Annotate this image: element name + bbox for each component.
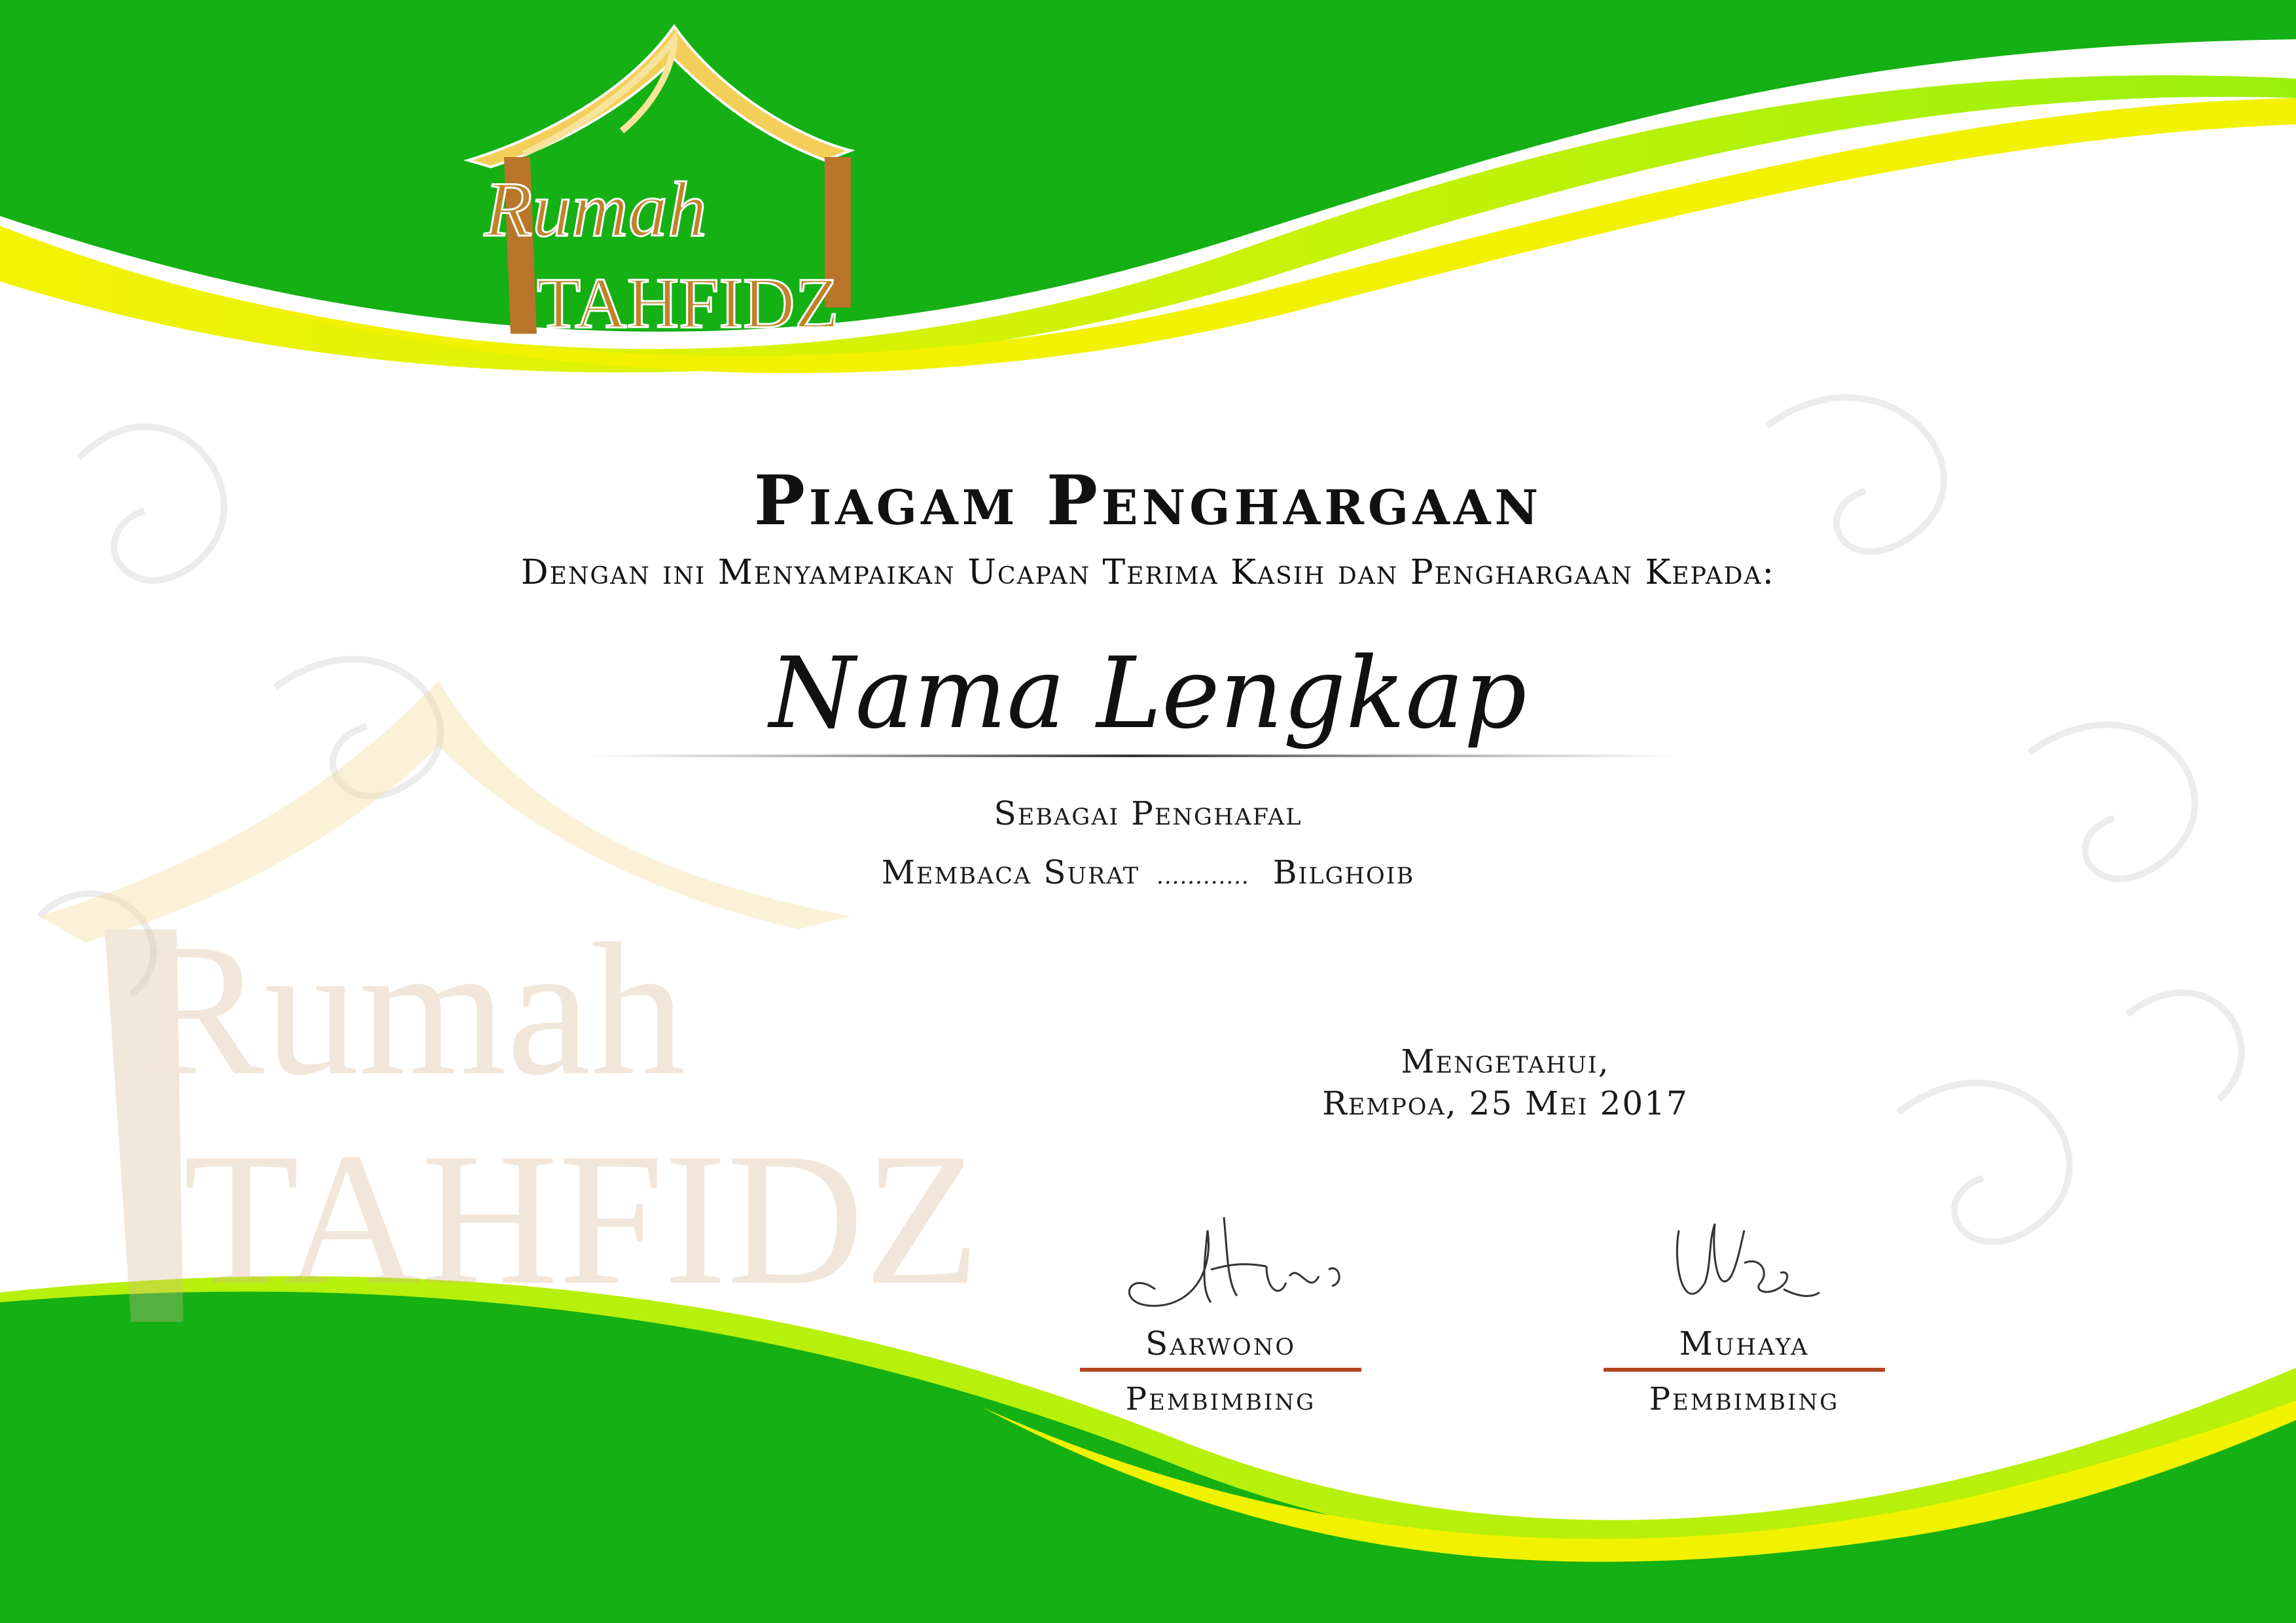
signatory-1-position: Pembimbing <box>1125 1381 1316 1418</box>
signature-1-line <box>1080 1368 1361 1372</box>
recite-suffix: Bilghoib <box>1272 853 1415 891</box>
certificate-title: Piagam Penghargaan <box>753 460 1543 541</box>
recitation-line <box>0 851 2296 898</box>
signatory-2-name: Muhaya <box>1679 1325 1810 1363</box>
logo-roof-icon <box>468 26 851 167</box>
certificate-subtitle: Dengan ini Menyampaikan Ucapan Terima Kasih dan Penghargaan Kepada: <box>521 553 1775 592</box>
acknowledgement-block <box>1244 1041 1767 1124</box>
watermark-logo <box>26 668 1086 1335</box>
signatory-1-name: Sarwono <box>1145 1325 1297 1363</box>
recipient-name: Nama Lengkap <box>769 637 1527 751</box>
place-date: Rempoa, 25 Mei 2017 <box>1322 1084 1689 1122</box>
signature-1-image <box>1070 1191 1371 1322</box>
logo-text-rumah: Rumah <box>484 166 707 253</box>
signature-2-line <box>1604 1368 1885 1372</box>
name-underline <box>589 749 1676 762</box>
achievement-role: Sebagai Penghafal <box>994 794 1302 832</box>
logo-text-tahfidz: TAHFIDZ <box>537 263 839 334</box>
watermark-text-tahfidz: TAHFIDZ <box>183 1114 980 1324</box>
signature-2-image <box>1594 1191 1895 1322</box>
signatory-2 <box>1594 1191 1895 1419</box>
signatory-2-position: Pembimbing <box>1649 1381 1840 1418</box>
acknowledgement-label: Mengetahui, <box>1401 1043 1610 1080</box>
recite-blank: ............ <box>1157 863 1249 889</box>
watermark-text-rumah: Rumah <box>137 904 686 1115</box>
logo <box>458 20 956 334</box>
recite-label: Membaca Surat <box>881 853 1140 891</box>
signatory-1 <box>1070 1191 1371 1419</box>
